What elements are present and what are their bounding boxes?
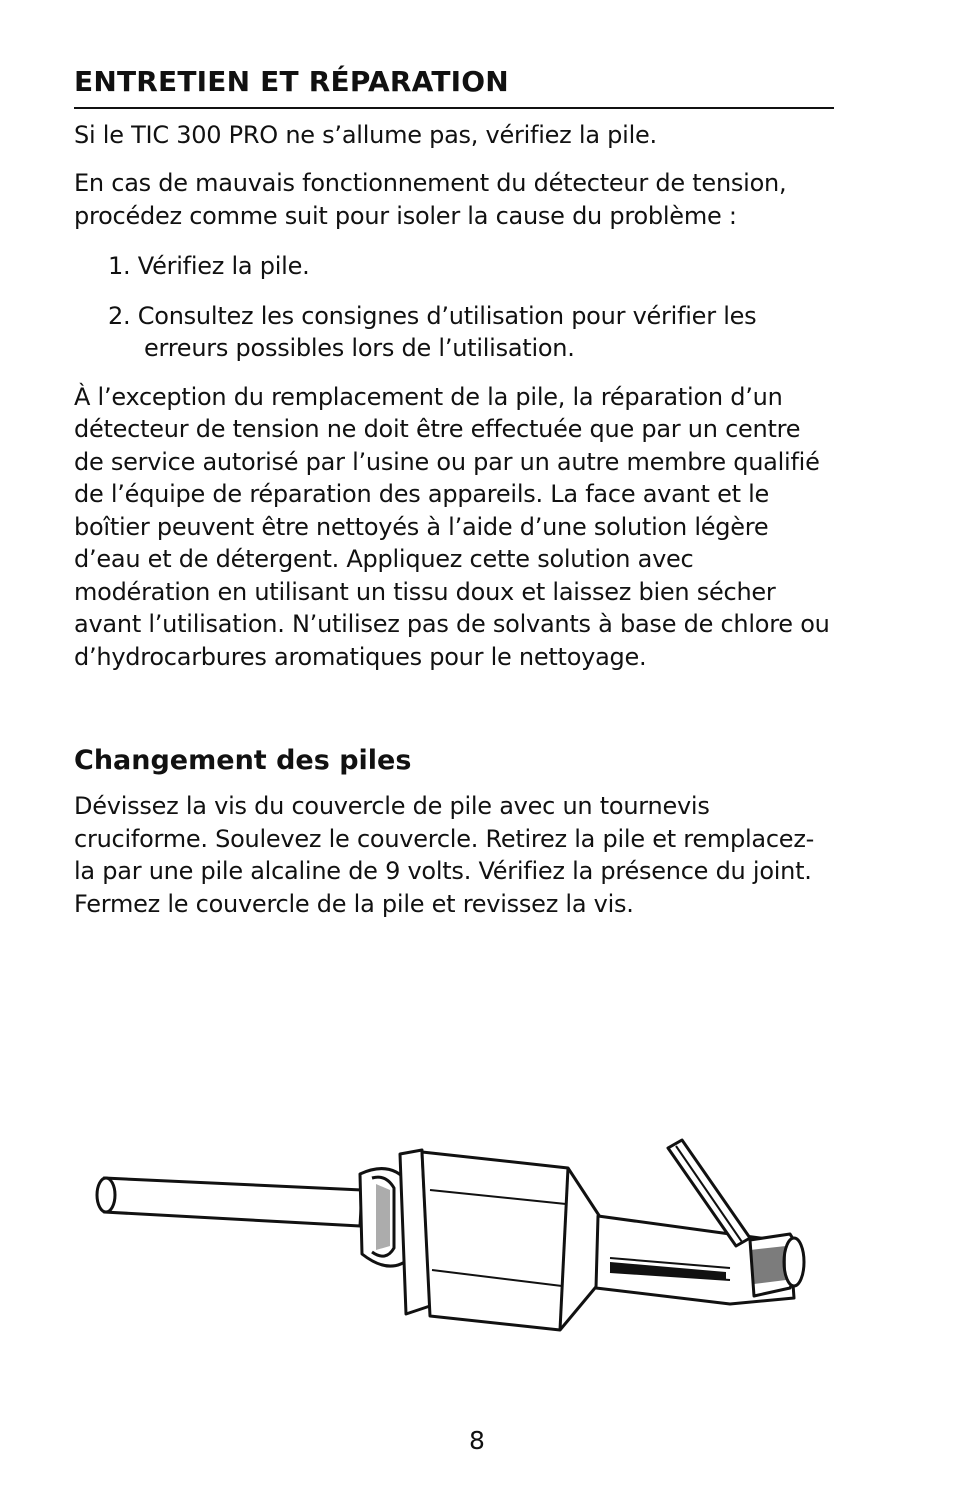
step-item: 2. Consultez les consignes d’utilisation pour vérifier les erreurs possibles lors de l’utilisation. bbox=[108, 301, 757, 363]
probe-body bbox=[422, 1152, 602, 1330]
troubleshooting-steps bbox=[74, 250, 834, 365]
step-item: 1. Vérifiez la pile. bbox=[108, 252, 310, 281]
section-title: ENTRETIEN ET RÉPARATION bbox=[74, 62, 834, 109]
page-content bbox=[74, 62, 834, 920]
probe-tip-end bbox=[97, 1178, 115, 1212]
lead-paragraph: En cas de mauvais fonctionnement du détecteur de tension, procédez comme suit pour isoler la cause du problème : bbox=[74, 169, 787, 230]
battery-paragraph: Dévissez la vis du couvercle de pile avec un tournevis cruciforme. Soulevez le couvercle. Retirez la pile et remplacez-la par une pile alcaline de 9 volts. Vérifiez la présence du joint. Fermez le couvercle de la pile et revissez la vis. bbox=[74, 792, 815, 918]
page-number: 8 bbox=[469, 1426, 485, 1455]
probe-tip bbox=[99, 1178, 362, 1226]
battery-section-title: Changement des piles bbox=[74, 745, 412, 777]
intro-paragraph: Si le TIC 300 PRO ne s’allume pas, vérifiez la pile. bbox=[74, 120, 657, 149]
maintenance-paragraph: À l’exception du remplacement de la pile, la réparation d’un détecteur de tension ne doit être effectuée que par un centre de service autorisé par l’usine ou par un autre membre qualifié de l’équipe de réparation des appareils. La face avant et le boîtier peuvent être nettoyés à l’aide d’une solution légère d’eau et de détergent. Appliquez cette solution avec modération en utilisant un tissu doux et laissez bien sécher avant l’utilisation. N’utilisez pas de solvants à base de chlore ou d’hydrocarbures aromatiques pour le nettoyage. bbox=[74, 382, 830, 671]
voltage-detector-illustration bbox=[90, 1130, 820, 1350]
